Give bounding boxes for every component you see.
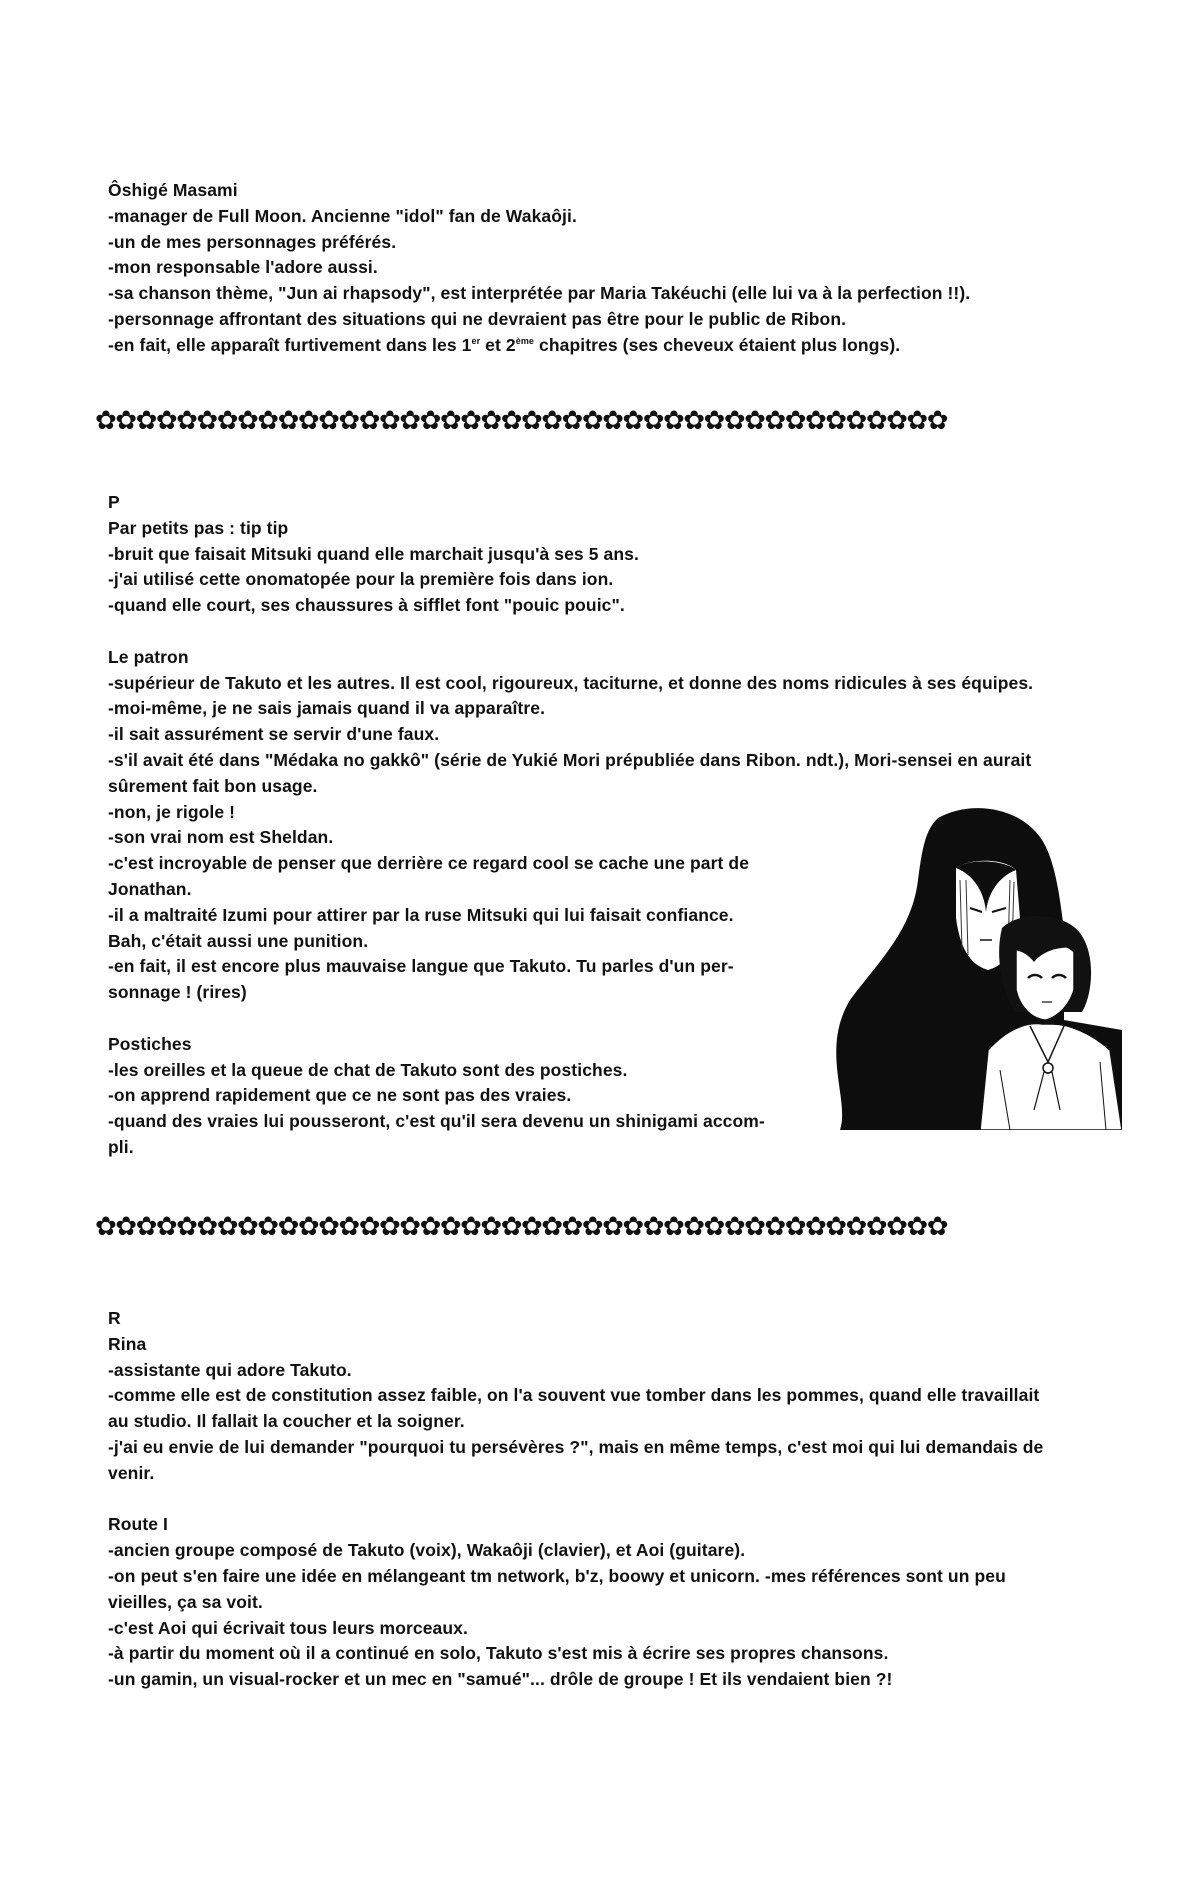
entry-line: -mon responsable l'adore aussi. bbox=[108, 257, 378, 278]
section-letter: R bbox=[108, 1308, 121, 1328]
entry-line: -un de mes personnages préférés. bbox=[108, 231, 397, 252]
entry-heading: Par petits pas : tip tip bbox=[108, 517, 289, 538]
entry-line: -c'est Aoi qui écrivait tous leurs morceaux. bbox=[108, 1617, 468, 1638]
entry-line: venir. bbox=[108, 1462, 155, 1483]
entry-line: Jonathan. bbox=[108, 878, 192, 899]
entry-line: pli. bbox=[108, 1136, 134, 1157]
section-letter: P bbox=[108, 492, 120, 512]
entry-line: vieilles, ça sa voit. bbox=[108, 1591, 263, 1612]
entry-line: -supérieur de Takuto et les autres. Il est cool, rigoureux, taciturne, et donne des noms ridicules à ses équipes. bbox=[108, 672, 1034, 693]
entry-line: au studio. Il fallait la coucher et la soigner. bbox=[108, 1411, 465, 1432]
entry-line: -bruit que faisait Mitsuki quand elle marchait jusqu'à ses 5 ans. bbox=[108, 543, 639, 564]
entry-line: -comme elle est de constitution assez faible, on l'a souvent vue tomber dans les pommes, quand elle travaillait bbox=[108, 1385, 1040, 1406]
entry-line: sûrement fait bon usage. bbox=[108, 775, 318, 796]
entry-line: -quand elle court, ses chaussures à sifflet font "pouic pouic". bbox=[108, 595, 625, 616]
entry-line: -on apprend rapidement que ce ne sont pas des vraies. bbox=[108, 1085, 572, 1106]
entry-line: -à partir du moment où il a continué en solo, Takuto s'est mis à écrire ses propres chansons. bbox=[108, 1643, 889, 1664]
entry-line: -quand des vraies lui pousseront, c'est qu'il sera devenu un shinigami accom- bbox=[108, 1111, 765, 1132]
entry-line: -un gamin, un visual-rocker et un mec en "samué"... drôle de groupe ! Et ils vendaient bien ?! bbox=[108, 1669, 893, 1690]
section-r bbox=[108, 1306, 1043, 1693]
entry-line: -en fait, il est encore plus mauvaise langue que Takuto. Tu parles d'un per- bbox=[108, 956, 734, 977]
entry-line: -ancien groupe composé de Takuto (voix), Wakaôji (clavier), et Aoi (guitare). bbox=[108, 1540, 746, 1561]
entry-line: -assistante qui adore Takuto. bbox=[108, 1359, 352, 1380]
flower-divider: ✿✿✿✿✿✿✿✿✿✿✿✿✿✿✿✿✿✿✿✿✿✿✿✿✿✿✿✿✿✿✿✿✿✿✿✿✿✿✿✿✿✿ bbox=[95, 406, 947, 436]
entry-heading: Route I bbox=[108, 1514, 169, 1535]
entry-oshige-masami bbox=[108, 178, 970, 359]
entry-line: -on peut s'en faire une idée en mélangeant tm network, b'z, boowy et unicorn. -mes références sont un peu bbox=[108, 1565, 1006, 1586]
entry-line: -son vrai nom est Sheldan. bbox=[108, 827, 334, 848]
entry-line: -sa chanson thème, "Jun ai rhapsody", est interprétée par Maria Takéuchi (elle lui va à la perfection !!). bbox=[108, 283, 971, 304]
entry-heading: Rina bbox=[108, 1333, 147, 1354]
entry-line: -en fait, elle apparaît furtivement dans les 1er et 2ème chapitres (ses cheveux étaient plus longs). bbox=[108, 334, 901, 355]
entry-heading: Le patron bbox=[108, 646, 189, 667]
entry-line: -les oreilles et la queue de chat de Takuto sont des postiches. bbox=[108, 1059, 628, 1080]
entry-line: -personnage affrontant des situations qui ne devraient pas être pour le public de Ribon. bbox=[108, 308, 847, 329]
flower-divider: ✿✿✿✿✿✿✿✿✿✿✿✿✿✿✿✿✿✿✿✿✿✿✿✿✿✿✿✿✿✿✿✿✿✿✿✿✿✿✿✿✿✿ bbox=[95, 1212, 947, 1242]
entry-line: -non, je rigole ! bbox=[108, 801, 236, 822]
entry-line: sonnage ! (rires) bbox=[108, 982, 247, 1003]
entry-line: -c'est incroyable de penser que derrière ce regard cool se cache une part de bbox=[108, 853, 750, 874]
entry-line: -j'ai utilisé cette onomatopée pour la première fois dans ion. bbox=[108, 569, 614, 590]
manga-illustration bbox=[820, 800, 1122, 1130]
entry-line: Bah, c'était aussi une punition. bbox=[108, 930, 369, 951]
entry-line: -moi-même, je ne sais jamais quand il va apparaître. bbox=[108, 698, 546, 719]
entry-line: -j'ai eu envie de lui demander "pourquoi tu persévères ?", mais en même temps, c'est moi qui lui demandais de bbox=[108, 1436, 1044, 1457]
entry-line: -il sait assurément se servir d'une faux. bbox=[108, 724, 440, 745]
entry-heading: Ôshigé Masami bbox=[108, 180, 238, 200]
entry-line: -manager de Full Moon. Ancienne "idol" fan de Wakaôji. bbox=[108, 205, 577, 226]
entry-line: -il a maltraité Izumi pour attirer par la ruse Mitsuki qui lui faisait confiance. bbox=[108, 904, 734, 925]
entry-line: -s'il avait été dans "Médaka no gakkô" (série de Yukié Mori prépubliée dans Ribon. ndt.), Mori-sensei en aurait bbox=[108, 749, 1032, 770]
entry-heading: Postiches bbox=[108, 1033, 192, 1054]
